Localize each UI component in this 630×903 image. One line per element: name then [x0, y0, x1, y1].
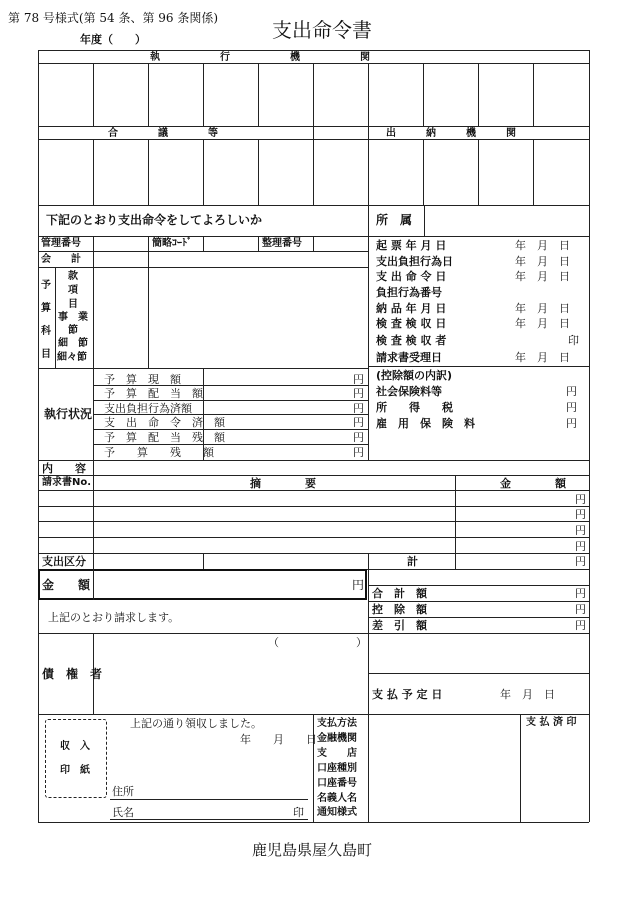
status-yen-6: 円: [353, 446, 364, 459]
date-row-6-label: 検 査 検 収 日: [376, 317, 447, 330]
creditor-parenthesis: （ ）: [268, 636, 367, 649]
deduction-yen-2: 円: [566, 401, 577, 414]
budget-char-4: 目: [41, 349, 51, 360]
net-amount-yen: 円: [575, 619, 586, 632]
name-label: 氏名: [112, 806, 134, 819]
amount-header: 金 額: [500, 477, 566, 490]
fiscal-year: 年度（ ）: [80, 33, 146, 46]
management-number-label: 管理番号: [41, 238, 81, 249]
total-yen: 円: [575, 555, 586, 568]
status-row-2: 予 算 配 当 額: [104, 387, 203, 400]
status-yen-4: 円: [353, 416, 364, 429]
payment-category-label: 支出区分: [42, 555, 86, 568]
status-row-6: 予 算 残 額: [104, 446, 214, 459]
budget-char-1: 予: [41, 280, 51, 291]
date-row-6-value: 年 月 日: [515, 317, 570, 330]
date-row-5-label: 納 品 年 月 日: [376, 302, 447, 315]
reference-number-label: 整理番号: [262, 238, 302, 249]
status-row-1: 予 算 現 額: [104, 373, 181, 386]
execution-header: 執 行 機 関: [150, 52, 370, 63]
date-row-8-label: 請求書受理日: [376, 351, 442, 364]
deduction-income-tax: 所 得 税: [376, 401, 453, 414]
execution-status-label: 執行状況: [44, 407, 93, 421]
date-row-1-label: 起 票 年 月 日: [376, 239, 447, 252]
budget-item-project: 事 業: [58, 312, 88, 323]
date-row-1-value: 年 月 日: [515, 239, 570, 252]
deduction-employment-insurance: 雇 用 保 険 料: [376, 417, 475, 430]
status-yen-3: 円: [353, 402, 364, 415]
status-yen-5: 円: [353, 431, 364, 444]
address-label: 住所: [112, 785, 134, 798]
treasury-header: 出 納 機 関: [386, 128, 516, 139]
status-yen-1: 円: [353, 373, 364, 386]
date-row-7-label: 検 査 検 収 者: [376, 334, 447, 347]
municipality-name: 鹿児島県屋久島町: [252, 841, 373, 859]
invoice-number-header: 請求書No.: [42, 477, 92, 488]
revenue-stamp-text-2: 印 紙: [60, 765, 90, 776]
grand-total-yen: 円: [575, 587, 586, 600]
department-label: 所 属: [376, 213, 413, 227]
deduction-yen-1: 円: [566, 385, 577, 398]
revenue-stamp-box: [45, 719, 107, 798]
budget-char-2: 算: [41, 303, 51, 314]
grand-total-label: 合 計 額: [372, 587, 427, 600]
account-number-label: 口座番号: [317, 778, 357, 789]
status-row-4: 支 出 命 令 済 額: [104, 416, 225, 429]
account-type-label: 口座種別: [317, 763, 357, 774]
branch-label: 支 店: [317, 748, 357, 759]
detail-yen-4: 円: [575, 540, 586, 553]
date-row-5-value: 年 月 日: [515, 302, 570, 315]
notice-format-label: 通知様式: [317, 807, 357, 818]
date-row-8-value: 年 月 日: [515, 351, 570, 364]
form-number: 第 78 号様式(第 54 条、第 96 条関係): [8, 11, 219, 25]
budget-char-3: 科: [41, 326, 51, 337]
date-row-3-value: 年 月 日: [515, 270, 570, 283]
inspector-seal: 印: [568, 334, 579, 347]
summary-header: 摘 要: [250, 477, 316, 490]
detail-yen-2: 円: [575, 508, 586, 521]
status-row-5: 予 算 配 当 残 額: [104, 431, 225, 444]
content-label: 内 容: [42, 462, 86, 475]
deduction-total-label: 控 除 額: [372, 603, 427, 616]
date-row-3-label: 支 出 命 令 日: [376, 270, 447, 283]
deduction-title: (控除額の内訳): [376, 369, 453, 382]
revenue-stamp-text-1: 収 入: [60, 741, 90, 752]
amount-yen: 円: [352, 578, 365, 592]
date-row-4-label: 負担行為番号: [376, 286, 442, 299]
scheduled-payment-label: 支 払 予 定 日: [372, 688, 443, 701]
date-row-2-label: 支出負担行為日: [376, 255, 453, 268]
status-row-3: 支出負担行為済額: [104, 402, 192, 415]
budget-item-kou: 項: [68, 285, 78, 296]
order-request-text: 下記のとおり支出命令をしてよろしいか: [46, 213, 263, 227]
bank-label: 金融機関: [317, 733, 357, 744]
claim-text: 上記のとおり請求します。: [48, 611, 180, 624]
status-yen-2: 円: [353, 387, 364, 400]
deduction-social-insurance: 社会保険料等: [376, 385, 442, 398]
deduction-total-yen: 円: [575, 603, 586, 616]
budget-item-moku: 目: [68, 299, 78, 310]
creditor-label: 債 権 者: [42, 667, 103, 681]
payment-method-label: 支払方法: [317, 718, 357, 729]
receipt-date: 年 月 日: [240, 733, 317, 746]
date-row-2-value: 年 月 日: [515, 255, 570, 268]
budget-item-setsu: 節: [68, 325, 78, 336]
budget-item-sub-sub-setsu: 細々節: [57, 352, 87, 363]
detail-yen-1: 円: [575, 493, 586, 506]
total-label: 計: [407, 555, 418, 568]
detail-yen-3: 円: [575, 524, 586, 537]
council-header: 合 議 等: [108, 128, 218, 139]
account-label: 会 計: [41, 254, 81, 265]
scheduled-payment-value: 年 月 日: [500, 688, 555, 701]
budget-item-kan: 款: [68, 271, 78, 282]
net-amount-label: 差 引 額: [372, 619, 427, 632]
account-holder-label: 名義人名: [317, 793, 357, 804]
short-code-label: 簡略ｺｰﾄﾞ: [152, 238, 192, 249]
deduction-yen-3: 円: [566, 417, 577, 430]
paid-stamp-label: 支 払 済 印: [526, 717, 577, 728]
amount-label: 金 額: [42, 578, 91, 592]
receipt-confirmation: 上記の通り領収しました。: [130, 717, 262, 730]
page-title: 支出命令書: [272, 18, 372, 42]
budget-item-sub-setsu: 細 節: [58, 338, 88, 349]
name-seal: 印: [293, 806, 304, 819]
